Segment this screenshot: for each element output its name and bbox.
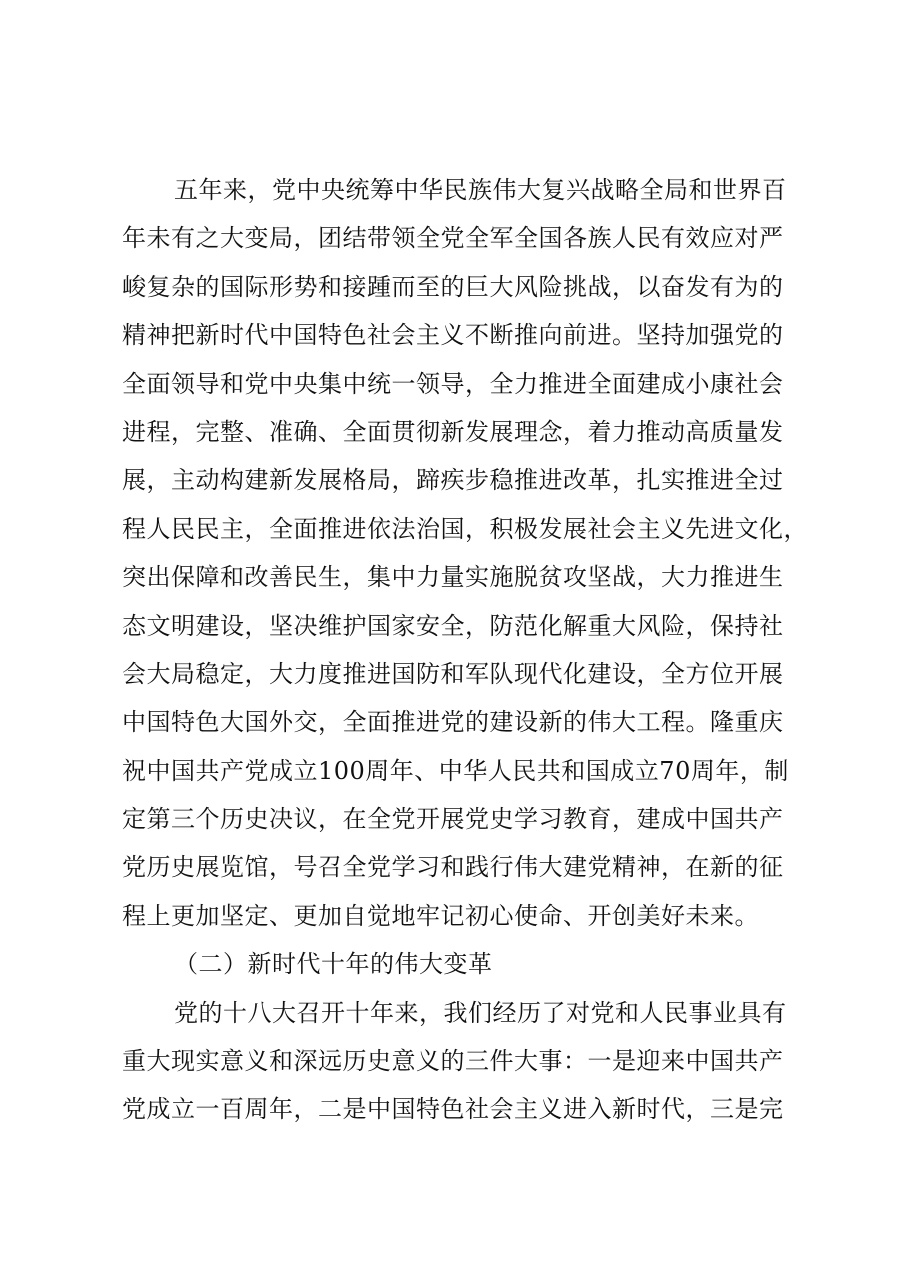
paragraph-line: 会大局稳定，大力度推进国防和军队现代化建设，全方位开展 bbox=[122, 659, 784, 688]
paragraph-line: 五年来，党中央统筹中华民族伟大复兴战略全局和世界百 bbox=[174, 176, 787, 204]
paragraph-line: 全面领导和党中央集中统一领导，全力推进全面建成小康社会 bbox=[122, 369, 784, 398]
paragraph-line: 展，主动构建新发展格局，蹄疾步稳推进改革，扎实推进全过 bbox=[122, 466, 784, 495]
paragraph-line: 定第三个历史决议，在全党开展党史学习教育，建成中国共产 bbox=[122, 805, 784, 834]
paragraph-line: 程上更加坚定、更加自觉地牢记初心使命、开创美好未来。 bbox=[122, 901, 759, 930]
paragraph-line: 祝中国共产党成立100周年、中华人民共和国成立70周年，制 bbox=[122, 756, 789, 785]
paragraph-line: 重大现实意义和深远历史意义的三件大事：一是迎来中国共产 bbox=[122, 1047, 784, 1076]
paragraph-line: 态文明建设，坚决维护国家安全，防范化解重大风险，保持社 bbox=[122, 611, 784, 640]
paragraph-line: 突出保障和改善民生，集中力量实施脱贫攻坚战，大力推进生 bbox=[122, 563, 784, 592]
paragraph-line: 党的十八大召开十年来，我们经历了对党和人民事业具有 bbox=[174, 998, 787, 1027]
paragraph-line: 精神把新时代中国特色社会主义不断推向前进。坚持加强党的 bbox=[122, 321, 784, 350]
paragraph-line: 党历史展览馆，号召全党学习和践行伟大建党精神，在新的征 bbox=[122, 853, 784, 882]
paragraph-line: 程人民民主，全面推进依法治国，积极发展社会主义先进文化， bbox=[122, 514, 808, 543]
paragraph-line: 党成立一百周年，二是中国特色社会主义进入新时代，三是完 bbox=[122, 1095, 784, 1124]
paragraph-line: 进程，完整、准确、全面贯彻新发展理念，着力推动高质量发 bbox=[122, 417, 784, 446]
paragraph-line: 中国特色大国外交，全面推进党的建设新的伟大工程。隆重庆 bbox=[122, 708, 784, 737]
paragraph-line: 年未有之大变局，团结带领全党全军全国各族人民有效应对严 bbox=[122, 224, 784, 253]
paragraph-line: 峻复杂的国际形势和接踵而至的巨大风险挑战，以奋发有为的 bbox=[122, 272, 784, 301]
document-body bbox=[122, 166, 808, 1134]
section-heading: （二）新时代十年的伟大变革 bbox=[174, 950, 493, 979]
